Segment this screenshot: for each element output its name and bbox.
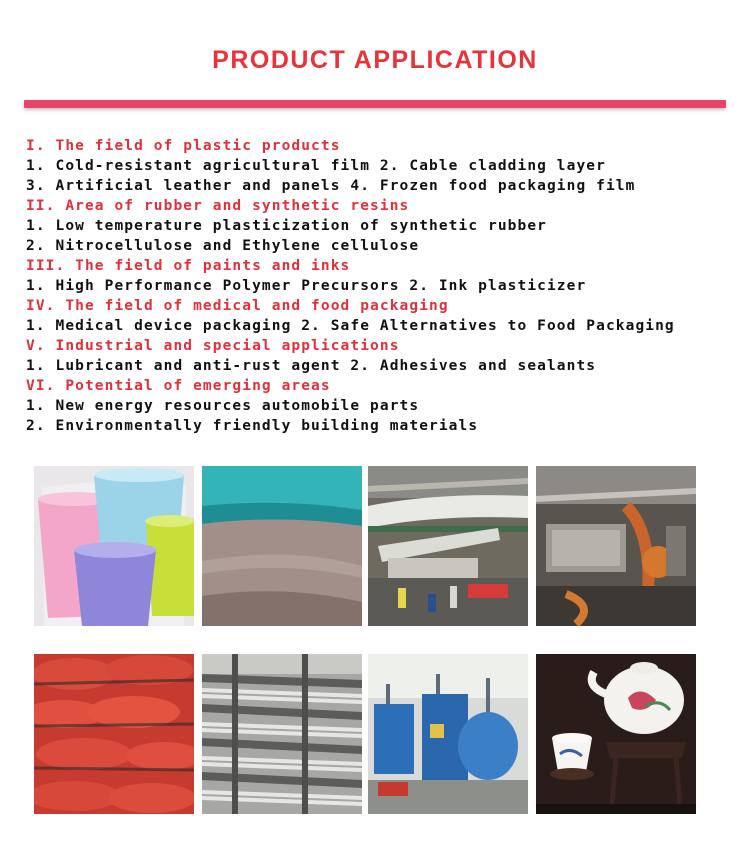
section-line: 3. Artificial leather and panels 4. Frozen food packaging film <box>26 178 636 194</box>
automotive-assembly-photo <box>536 466 696 626</box>
section-heading: III. The field of paints and inks <box>26 258 351 274</box>
title-divider <box>24 100 726 108</box>
section-heading: I. The field of plastic products <box>26 138 341 154</box>
section-line: 1. Cold-resistant agricultural film 2. Cable cladding layer <box>26 158 606 174</box>
application-photo-grid <box>34 466 700 816</box>
aircraft-factory-photo <box>368 466 528 626</box>
section-heading: II. Area of rubber and synthetic resins <box>26 198 410 214</box>
section-line: 1. High Performance Polymer Precursors 2. Ink plasticizer <box>26 278 587 294</box>
section-line: 1. Lubricant and anti-rust agent 2. Adhesives and sealants <box>26 358 597 374</box>
red-rubber-discs-photo <box>34 654 194 814</box>
section-line: 1. Low temperature plasticization of synthetic rubber <box>26 218 547 234</box>
application-list <box>26 136 736 436</box>
porcelain-teapot-photo <box>536 654 696 814</box>
page-title: PRODUCT APPLICATION <box>212 46 538 74</box>
industrial-machinery-photo <box>368 654 528 814</box>
section-line: 2. Nitrocellulose and Ethylene cellulose <box>26 238 420 254</box>
section-heading: IV. The field of medical and food packaging <box>26 298 449 314</box>
leather-rolls-photo <box>202 466 362 626</box>
pipe-rack-photo <box>202 654 362 814</box>
section-line: 1. New energy resources automobile parts <box>26 398 420 414</box>
plastic-buckets-photo <box>34 466 194 626</box>
section-line: 1. Medical device packaging 2. Safe Alternatives to Food Packaging <box>26 318 675 334</box>
section-heading: VI. Potential of emerging areas <box>26 378 331 394</box>
section-heading: V. Industrial and special applications <box>26 338 400 354</box>
section-line: 2. Environmentally friendly building materials <box>26 418 479 434</box>
